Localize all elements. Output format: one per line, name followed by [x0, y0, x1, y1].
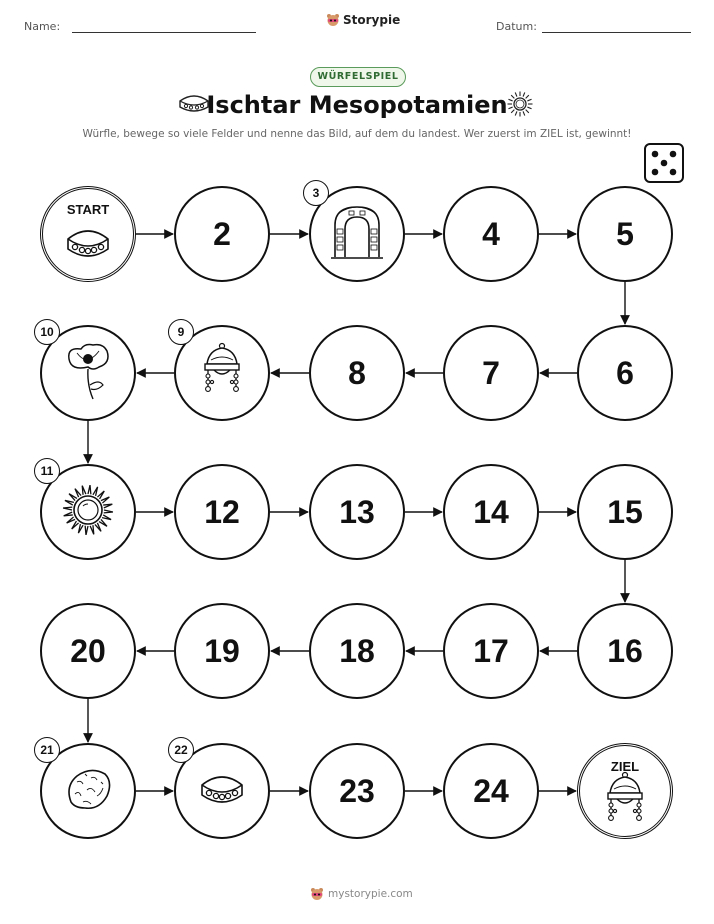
board-space-21	[40, 743, 136, 839]
board-space-14	[443, 464, 539, 560]
board-space-3	[309, 186, 405, 282]
board-space-22	[174, 743, 270, 839]
crown-icon	[602, 771, 648, 833]
crown-icon	[199, 342, 245, 404]
space-number: 7	[482, 354, 500, 391]
board-space-13	[309, 464, 405, 560]
board-space-5	[577, 186, 673, 282]
space-number-badge: 3	[303, 180, 329, 206]
space-number: 23	[339, 772, 375, 809]
brand-name: Storypie	[343, 13, 401, 27]
board-space-24	[443, 743, 539, 839]
space-number: 18	[339, 632, 375, 669]
ring-icon	[63, 223, 113, 267]
page-title: Ischtar Mesopotamien	[206, 91, 508, 119]
space-number: 13	[339, 493, 375, 530]
board-space-12	[174, 464, 270, 560]
space-number: 2	[213, 215, 231, 252]
space-number: 14	[473, 493, 509, 530]
space-number-badge: 9	[168, 319, 194, 345]
bear-icon	[310, 887, 324, 901]
board-space-20	[40, 603, 136, 699]
ring-icon	[197, 769, 247, 813]
date-label: Datum:	[496, 20, 537, 33]
name-label: Name:	[24, 20, 61, 33]
board-space-11	[40, 464, 136, 560]
space-number: 12	[204, 493, 240, 530]
space-number: 16	[607, 632, 643, 669]
space-number: 4	[482, 215, 500, 252]
space-number: 15	[607, 493, 643, 530]
space-number-badge: 11	[34, 458, 60, 484]
sun-icon	[58, 480, 118, 544]
instructions: Würfle, bewege so viele Felder und nenne das Bild, auf dem du landest. Wer zuerst im ZIEL ist, gewinnt!	[82, 128, 632, 140]
board-space-6	[577, 325, 673, 421]
footer-url: mystorypie.com	[328, 888, 413, 900]
board-space-7	[443, 325, 539, 421]
space-number: 6	[616, 354, 634, 391]
board-space-4	[443, 186, 539, 282]
board-space-19	[174, 603, 270, 699]
space-number: 5	[616, 215, 634, 252]
board-space-10	[40, 325, 136, 421]
game-type-badge: WÜRFELSPIEL	[310, 67, 406, 87]
finish-space	[577, 743, 673, 839]
start-space	[40, 186, 136, 282]
space-number: 17	[473, 632, 509, 669]
board-space-9	[174, 325, 270, 421]
board-space-15	[577, 464, 673, 560]
board-space-23	[309, 743, 405, 839]
space-number: 24	[473, 772, 509, 809]
poppy-icon	[63, 341, 113, 405]
board-space-18	[309, 603, 405, 699]
board-space-16	[577, 603, 673, 699]
space-number-badge: 21	[34, 737, 60, 763]
footer	[310, 887, 413, 901]
space-number: 8	[348, 354, 366, 391]
space-number-badge: 22	[168, 737, 194, 763]
space-number-badge: 10	[34, 319, 60, 345]
stone-icon	[63, 766, 113, 816]
gate-icon	[329, 203, 385, 265]
finish-label: ZIEL	[610, 759, 640, 774]
board-space-8	[309, 325, 405, 421]
board-space-17	[443, 603, 539, 699]
space-number: 20	[70, 632, 106, 669]
board-space-2	[174, 186, 270, 282]
start-label: START	[66, 202, 110, 217]
space-number: 19	[204, 632, 240, 669]
